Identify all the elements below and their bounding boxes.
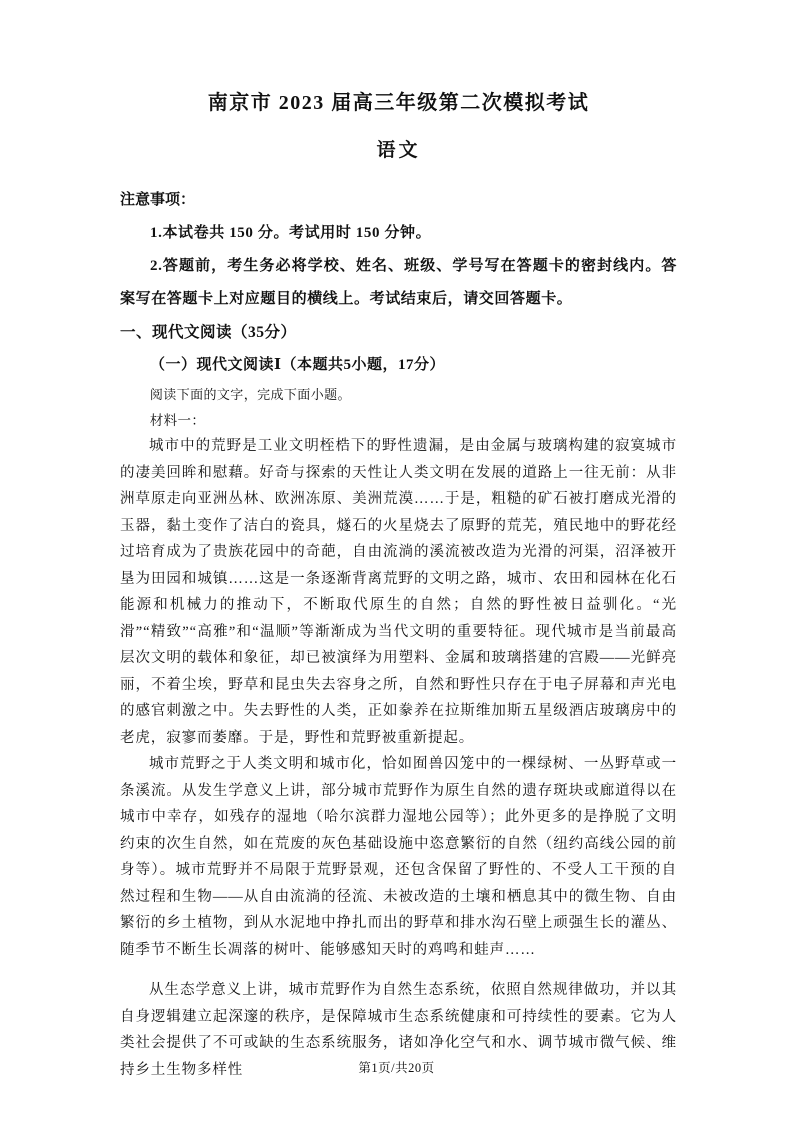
exam-title: 南京市 2023 届高三年级第二次模拟考试 (207, 92, 590, 114)
page-content (120, 184, 677, 1083)
material-paragraph-2: 城市荒野之于人类文明和城市化，恰如囿兽囚笼中的一棵绿树、一丛野草或一条溪流。从发生学意义上讲，部分城市荒野作为原生自然的遗存斑块或廊道得以在城市中幸存，如残存的湿地（哈尔滨群力湿地公园等）；此外更多的是挣脱了文明约束的次生自然，如在荒废的灰色基础设施中恣意繁衍的自然（纽约高线公园的前身等）。城市荒野并不局限于荒野景观，还包含保留了野性的、不受人工干预的自然过程和生物——从自由流淌的径流、未被改造的土壤和栖息其中的微生物、自由繁衍的乡土植物，到从水泥地中挣扎而出的野草和排水沟石壁上顽强生长的灌丛、随季节不断生长凋落的树叶、能够感知天时的鸡鸣和蛙声…… (120, 756, 677, 958)
notice-item-2: 2.答题前，考生务必将学校、姓名、班级、学号写在答题卡的密封线内。答案写在答题卡上对应题目的横线上。考试结束后，请交回答题卡。 (120, 258, 677, 307)
material-paragraph-3: 从生态学意义上讲，城市荒野作为自然生态系统，依照自然规律做功，并以其自身逻辑建立起深邃的秩序，是保障城市生态系统健康和可持续性的要素。它为人类社会提供了不可或缺的生态系统服务，诸如净化空气和水、调节城市微气候、维持乡土生物多样性 (120, 982, 677, 1078)
notice-item-1: 1.本试卷共 150 分。考试用时 150 分钟。 (150, 225, 432, 241)
notice-heading: 注意事项： (120, 192, 196, 208)
reading-instruction: 阅读下面的文字，完成下面小题。 (149, 387, 351, 402)
subsection-heading-reading-1: （一）现代文阅读Ⅰ（本题共5小题，17分） (150, 357, 446, 373)
section-heading-modern-reading: 一、现代文阅读（35分） (120, 324, 297, 341)
page-footer: 第1页/共20页 (358, 1061, 435, 1075)
material-paragraph-1: 城市中的荒野是工业文明桎梏下的野性遗漏，是由金属与玻璃构建的寂寞城市的凄美回眸和慰藉。好奇与探索的天性让人类文明在发展的道路上一往无前：从非洲草原走向亚洲丛林、欧洲冻原、美洲荒漠……于是，粗糙的矿石被打磨成光滑的玉器，黏土变作了洁白的瓷具，燧石的火星烧去了原野的荒芜，殖民地中的野花经过培育成为了贵族花园中的奇葩，自由流淌的溪流被改造为光滑的河渠，沼泽被开垦为田园和城镇……这是一条逐渐背离荒野的文明之路，城市、农田和园林在化石能源和机械力的推动下，不断取代原生的自然；自然的野性被日益驯化。“光滑”“精致”“高雅”和“温顺”等渐渐成为当代文明的重要特征。现代城市是当前最高层次文明的载体和象征，却已被演绎为用塑料、金属和玻璃搭建的宫殿——光鲜亮丽，不着尘埃，野草和昆虫失去容身之所，自然和野性只存在于电子屏幕和声光电的感官刺激之中。失去野性的人类，正如豢养在拉斯维加斯五星级酒店玻璃房中的老虎，寂寥而萎靡。于是，野性和荒野被重新提起。 (120, 438, 677, 746)
material-one-label: 材料一： (149, 413, 206, 428)
exam-subject: 语文 (376, 140, 421, 161)
